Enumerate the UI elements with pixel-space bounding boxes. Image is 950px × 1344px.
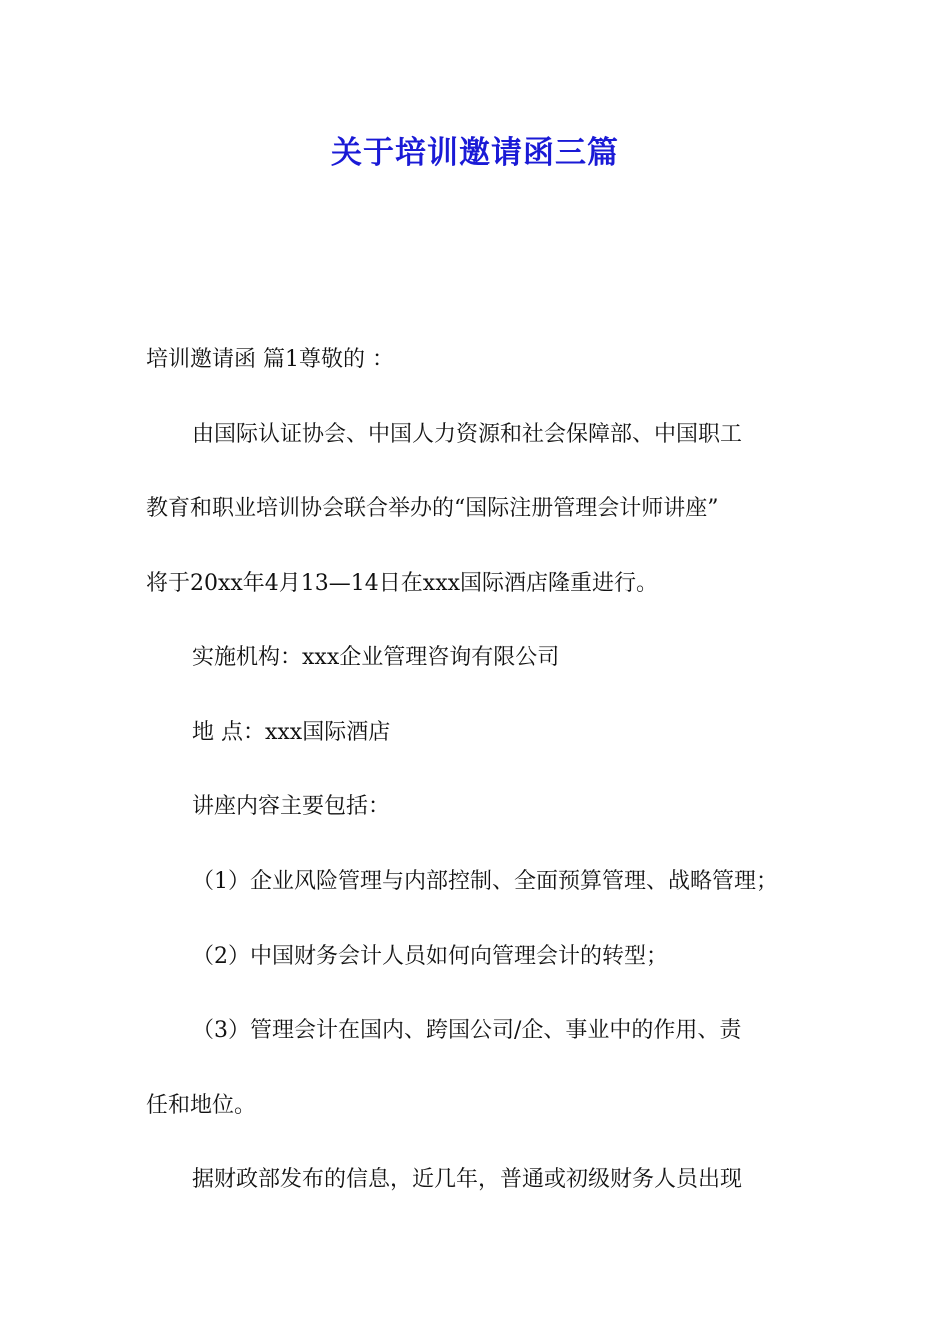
document-title: 关于培训邀请函三篇: [331, 135, 619, 171]
list-item: （3）管理会计在国内、跨国公司/企、事业中的作用、责: [192, 1018, 742, 1043]
paragraph-line: 将于20xx年4月13—14日在xxx国际酒店隆重进行。: [146, 571, 659, 596]
list-item: （1）企业风险管理与内部控制、全面预算管理、战略管理；: [192, 869, 778, 894]
list-item: （2）中国财务会计人员如何向管理会计的转型；: [192, 944, 668, 969]
salutation-line: 培训邀请函 篇1尊敬的 ：: [146, 347, 394, 372]
content-heading-line: 讲座内容主要包括：: [192, 794, 391, 819]
paragraph-line: 由国际认证协会、中国人力资源和社会保障部、中国职工: [192, 422, 743, 447]
list-item-continuation: 任和地位。: [146, 1093, 257, 1118]
organizer-line: 实施机构：xxx企业管理咨询有限公司: [192, 645, 560, 670]
venue-line: 地 点：xxx国际酒店: [192, 720, 391, 745]
paragraph-line: 教育和职业培训协会联合举办的“国际注册管理会计师讲座”: [146, 496, 719, 521]
paragraph-line: 据财政部发布的信息，近几年，普通或初级财务人员出现: [192, 1167, 743, 1192]
